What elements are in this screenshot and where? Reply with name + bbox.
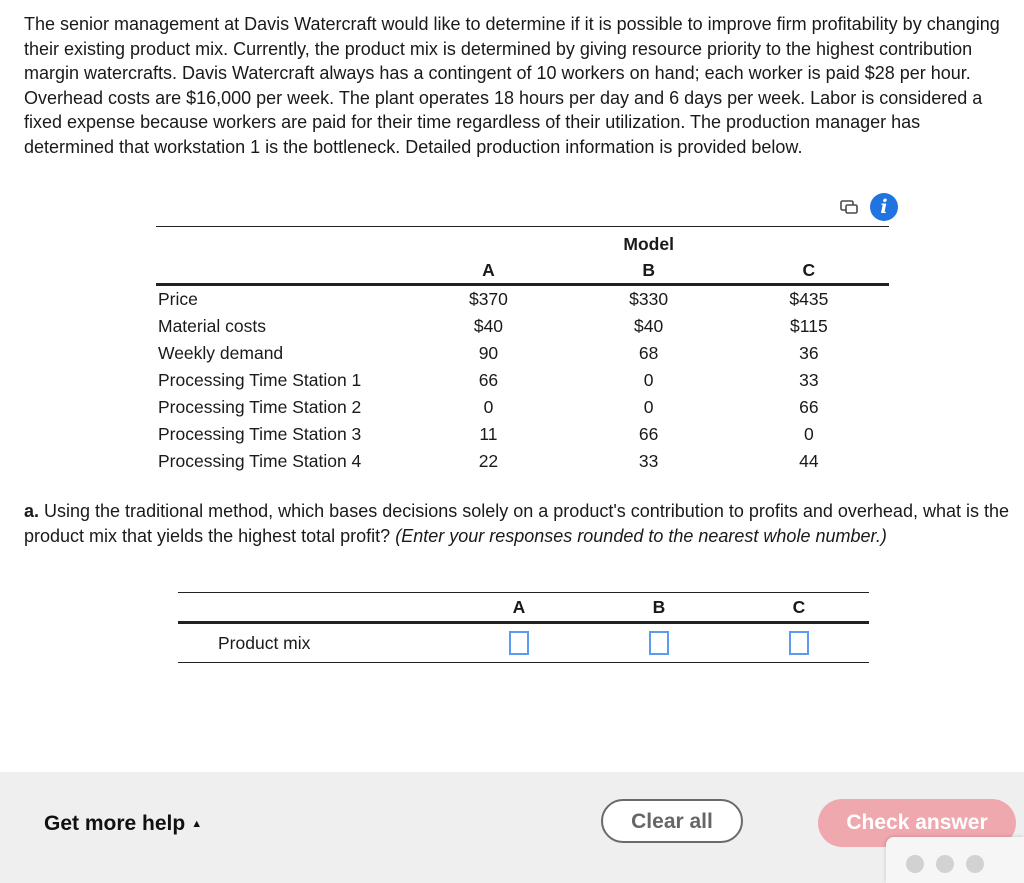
table-row xyxy=(156,421,889,448)
toolbar-icons xyxy=(838,192,898,222)
cell-b: 66 xyxy=(638,424,659,444)
copy-icon[interactable] xyxy=(838,196,860,218)
info-icon[interactable]: i xyxy=(870,193,898,221)
progress-dot xyxy=(906,855,924,873)
cell-a: 66 xyxy=(478,370,499,390)
row-label: Processing Time Station 4 xyxy=(158,451,362,471)
cell-b: $330 xyxy=(629,289,669,309)
cell-a: $40 xyxy=(473,316,504,336)
column-header-c: C xyxy=(729,257,889,285)
progress-dots-panel xyxy=(886,837,1024,883)
cell-a: 11 xyxy=(479,424,498,444)
table-corner-label xyxy=(156,257,408,285)
column-header-a: A xyxy=(408,257,568,285)
product-mix-b-input[interactable] xyxy=(649,631,669,655)
cell-c: $435 xyxy=(789,289,829,309)
table-row xyxy=(156,340,889,367)
table-row xyxy=(156,394,889,421)
table-row xyxy=(156,448,889,475)
get-more-help-label: Get more help xyxy=(44,812,186,835)
cell-a: $370 xyxy=(468,289,508,309)
clear-all-button[interactable]: Clear all xyxy=(601,799,743,843)
row-label: Weekly demand xyxy=(158,343,284,363)
cell-a: 0 xyxy=(483,397,494,417)
table-row xyxy=(178,623,869,663)
table-row xyxy=(156,367,889,394)
cell-a: 22 xyxy=(478,451,499,471)
cell-c: 36 xyxy=(799,343,819,363)
row-label: Processing Time Station 3 xyxy=(158,424,362,444)
cell-c: 66 xyxy=(799,397,819,417)
answer-cell-c xyxy=(729,623,869,663)
cell-c: 33 xyxy=(799,370,819,390)
row-label: Price xyxy=(158,289,198,309)
answer-cell-a xyxy=(449,623,589,663)
product-mix-label: Product mix xyxy=(178,623,449,663)
product-mix-c-input[interactable] xyxy=(789,631,809,655)
table-corner xyxy=(156,227,408,258)
cell-c: 0 xyxy=(804,424,814,444)
table-row xyxy=(156,285,889,314)
column-header-b: B xyxy=(569,257,729,285)
question-part-label: a. xyxy=(24,501,40,521)
footer-bar xyxy=(0,772,1024,883)
question-instruction: (Enter your responses rounded to the nearest whole number.) xyxy=(395,525,887,546)
answer-table-corner xyxy=(178,593,449,623)
get-more-help-button[interactable] xyxy=(44,812,202,836)
table-row xyxy=(156,313,889,340)
cell-c: $115 xyxy=(790,316,828,336)
answer-column-b: B xyxy=(589,593,729,623)
progress-dot xyxy=(936,855,954,873)
model-group-header: Model xyxy=(408,227,889,258)
cell-b: 68 xyxy=(638,343,659,363)
cell-b: $40 xyxy=(634,316,664,336)
cell-b: 0 xyxy=(643,370,654,390)
production-table xyxy=(156,226,889,475)
cell-b: 33 xyxy=(638,451,659,471)
cell-c: 44 xyxy=(799,451,819,471)
answer-column-a: A xyxy=(449,593,589,623)
question-text xyxy=(24,499,1014,548)
caret-up-icon: ▲ xyxy=(191,818,203,830)
row-label: Processing Time Station 1 xyxy=(158,370,362,390)
answer-cell-b xyxy=(589,623,729,663)
cell-a: 90 xyxy=(478,343,499,363)
progress-dot xyxy=(966,855,984,873)
row-label: Material costs xyxy=(158,316,266,336)
cell-b: 0 xyxy=(643,397,654,417)
product-mix-a-input[interactable] xyxy=(509,631,529,655)
answer-column-c: C xyxy=(729,593,869,623)
row-label: Processing Time Station 2 xyxy=(158,397,362,417)
answer-table xyxy=(178,592,869,663)
problem-statement: The senior management at Davis Watercraft would like to determine if it is possible to improve firm profitability by changing their existing product mix. Currently, the product mix is determined by giving resource priority to the highest contribution margin watercrafts. Davis Watercraft always has a contingent of 10 workers on hand; each worker is paid $28 per hour. Overhead costs are $16,000 per week. The plant operates 18 hours per day and 6 days per week. Labor is considered a fixed expense because workers are paid for their time regardless of their utilization. The production manager has determined that workstation 1 is the bottleneck. Detailed production information is provided below. xyxy=(24,14,1000,157)
check-answer-button[interactable]: Check answer xyxy=(818,799,1016,847)
question-body: Using the traditional method, which bases decisions solely on a product's contribution to profits and overhead, what is the product mix that yields the highest total profit? xyxy=(24,501,1010,546)
